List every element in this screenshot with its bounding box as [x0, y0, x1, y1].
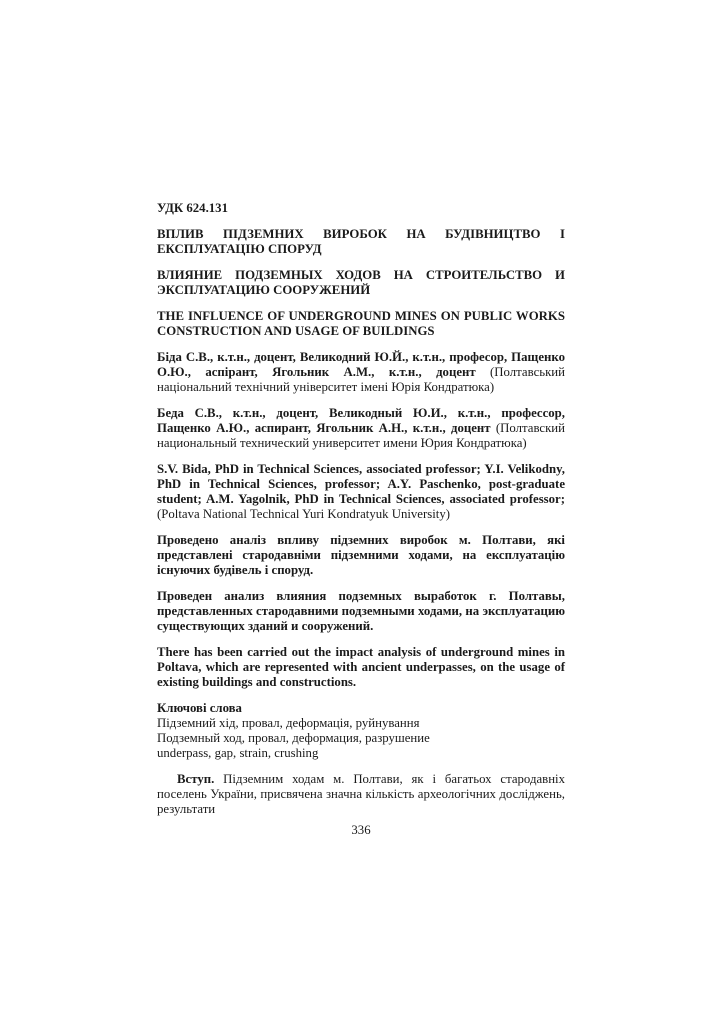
abstract-uk: Проведено аналіз впливу підземних виробок м. Полтави, які представлені стародавніми підземними ходами, на експлуатацію існуючих будівель і споруд.	[157, 533, 565, 577]
authors-ru	[157, 406, 565, 451]
article-title-ru: ВЛИЯНИЕ ПОДЗЕМНЫХ ХОДОВ НА СТРОИТЕЛЬСТВО И ЭКСПЛУАТАЦИЮ СООРУЖЕНИЙ	[157, 268, 565, 297]
intro-text: Підземним ходам м. Полтави, як і багатьох стародавніх поселень України, присвячена значна кількість археологічних досліджень, результати	[157, 772, 565, 816]
keywords-en: underpass, gap, strain, crushing	[157, 746, 319, 760]
authors-en-affiliation: (Poltava National Technical Yuri Kondratyuk University)	[157, 507, 451, 521]
authors-en	[157, 462, 565, 522]
abstract-ru: Проведен анализ влияния подземных выработок г. Полтавы, представленных стародавними подземными ходами, на эксплуатацию существующих зданий и сооружений.	[157, 589, 565, 633]
page-number: 336	[351, 823, 371, 837]
authors-uk-affiliation: (Полтавський національний технічний університет імені Юрія Кондратюка)	[157, 365, 565, 394]
keywords-heading: Ключові слова	[157, 701, 242, 715]
keywords-ru: Подземный ход, провал, деформация, разрушение	[157, 731, 430, 745]
authors-ru-names: Беда С.В., к.т.н., доцент, Великодный Ю.И., к.т.н., профессор, Пащенко А.Ю., аспирант, Ягольник А.Н., к.т.н., доцент	[157, 406, 565, 435]
abstract-en: There has been carried out the impact analysis of underground mines in Poltava, which are represented with ancient underpasses, on the usage of existing buildings and constructions.	[157, 645, 565, 689]
udc-code: УДК 624.131	[157, 201, 228, 215]
authors-en-names: S.V. Bida, PhD in Technical Sciences, associated professor; Y.I. Velikodny, PhD in Technical Sciences, professor; A.Y. Paschenko, post-graduate student; A.M. Yagolnik, PhD in Technical Sciences, associated professor;	[157, 462, 565, 506]
keywords-uk: Підземний хід, провал, деформація, руйнування	[157, 716, 420, 730]
authors-uk-names: Біда С.В., к.т.н., доцент, Великодний Ю.Й., к.т.н., професор, Пащенко О.Ю., аспірант, Ягольник А.М., к.т.н., доцент	[157, 350, 565, 379]
authors-ru-affiliation: (Полтавский национальный технический университет имени Юрия Кондратюка)	[157, 421, 566, 450]
article-body	[157, 201, 565, 838]
introduction-paragraph	[157, 772, 565, 817]
keywords-section	[157, 701, 565, 761]
intro-lead: Вступ.	[177, 772, 215, 786]
authors-uk	[157, 350, 565, 395]
article-title-en: THE INFLUENCE OF UNDERGROUND MINES ON PUBLIC WORKS CONSTRUCTION AND USAGE OF BUILDINGS	[157, 309, 565, 338]
article-title-uk: ВПЛИВ ПІДЗЕМНИХ ВИРОБОК НА БУДІВНИЦТВО І ЕКСПЛУАТАЦІЮ СПОРУД	[157, 227, 565, 256]
